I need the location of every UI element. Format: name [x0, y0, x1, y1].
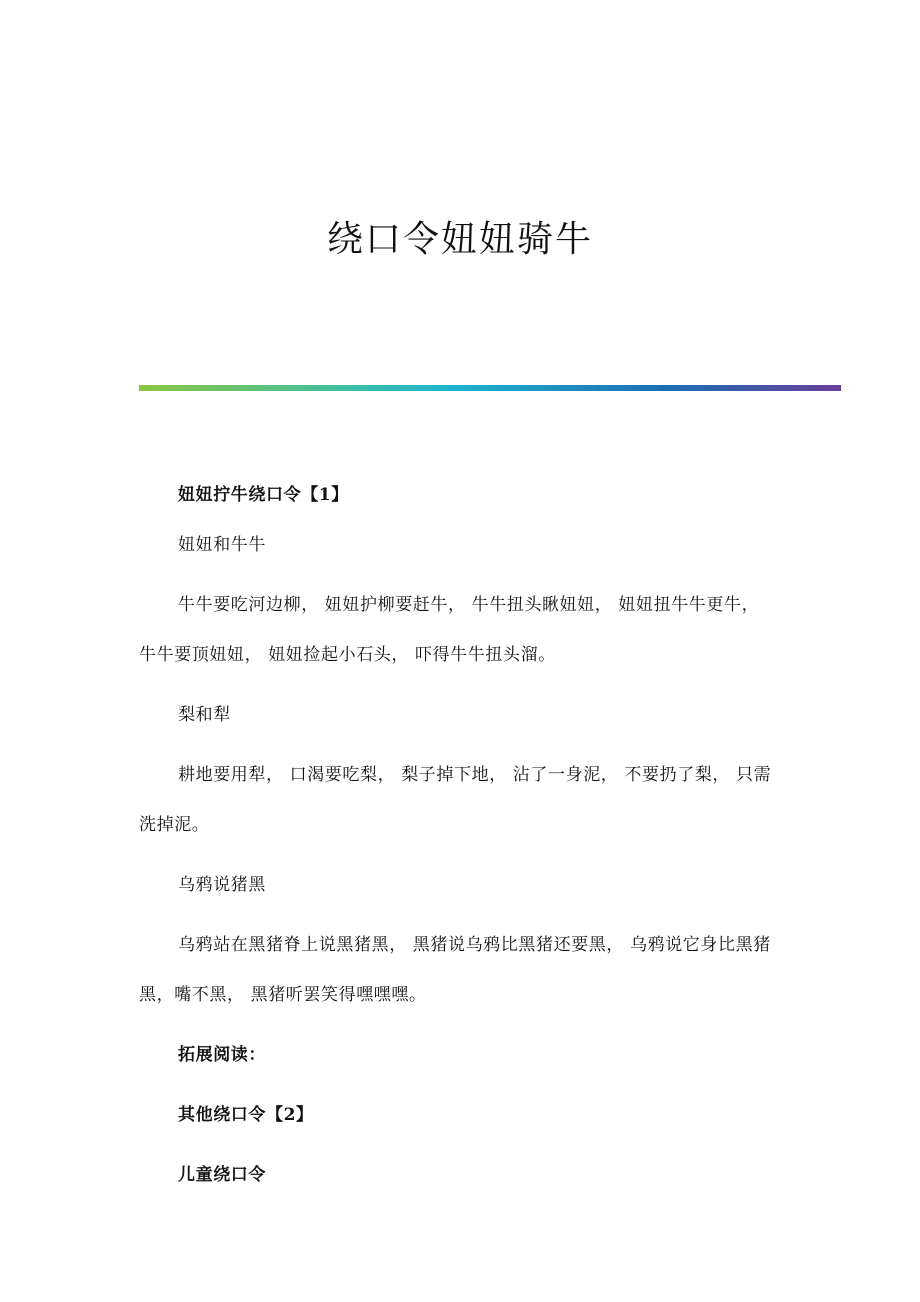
poem-text: 耕地要用犁， 口渴要吃梨， 梨子掉下地， 沾了一身泥， 不要扔了梨， 只需洗掉泥。	[139, 765, 772, 835]
gradient-divider	[139, 385, 841, 391]
poem-title: 乌鸦说猪黑	[178, 875, 266, 895]
section-heading: 妞妞拧牛绕口令【1】	[178, 485, 349, 505]
poem-title: 梨和犁	[178, 705, 231, 725]
document-body	[139, 470, 779, 1200]
poem-text: 乌鸦站在黑猪脊上说黑猪黑， 黑猪说乌鸦比黑猪还要黑， 乌鸦说它身比黑猪黑，嘴不黑， 黑猪听罢笑得嘿嘿嘿。	[139, 935, 771, 1005]
extended-reading-heading: 拓展阅读：	[178, 1045, 266, 1065]
section-heading: 儿童绕口令	[178, 1165, 266, 1185]
poem-text: 牛牛要吃河边柳， 妞妞护柳要赶牛， 牛牛扭头瞅妞妞， 妞妞扭牛牛更牛， 牛牛要顶妞妞， 妞妞捡起小石头， 吓得牛牛扭头溜。	[139, 595, 760, 665]
poem-title: 妞妞和牛牛	[178, 535, 266, 555]
section-heading: 其他绕口令【2】	[178, 1105, 314, 1125]
document-title: 绕口令妞妞骑牛	[326, 219, 593, 260]
